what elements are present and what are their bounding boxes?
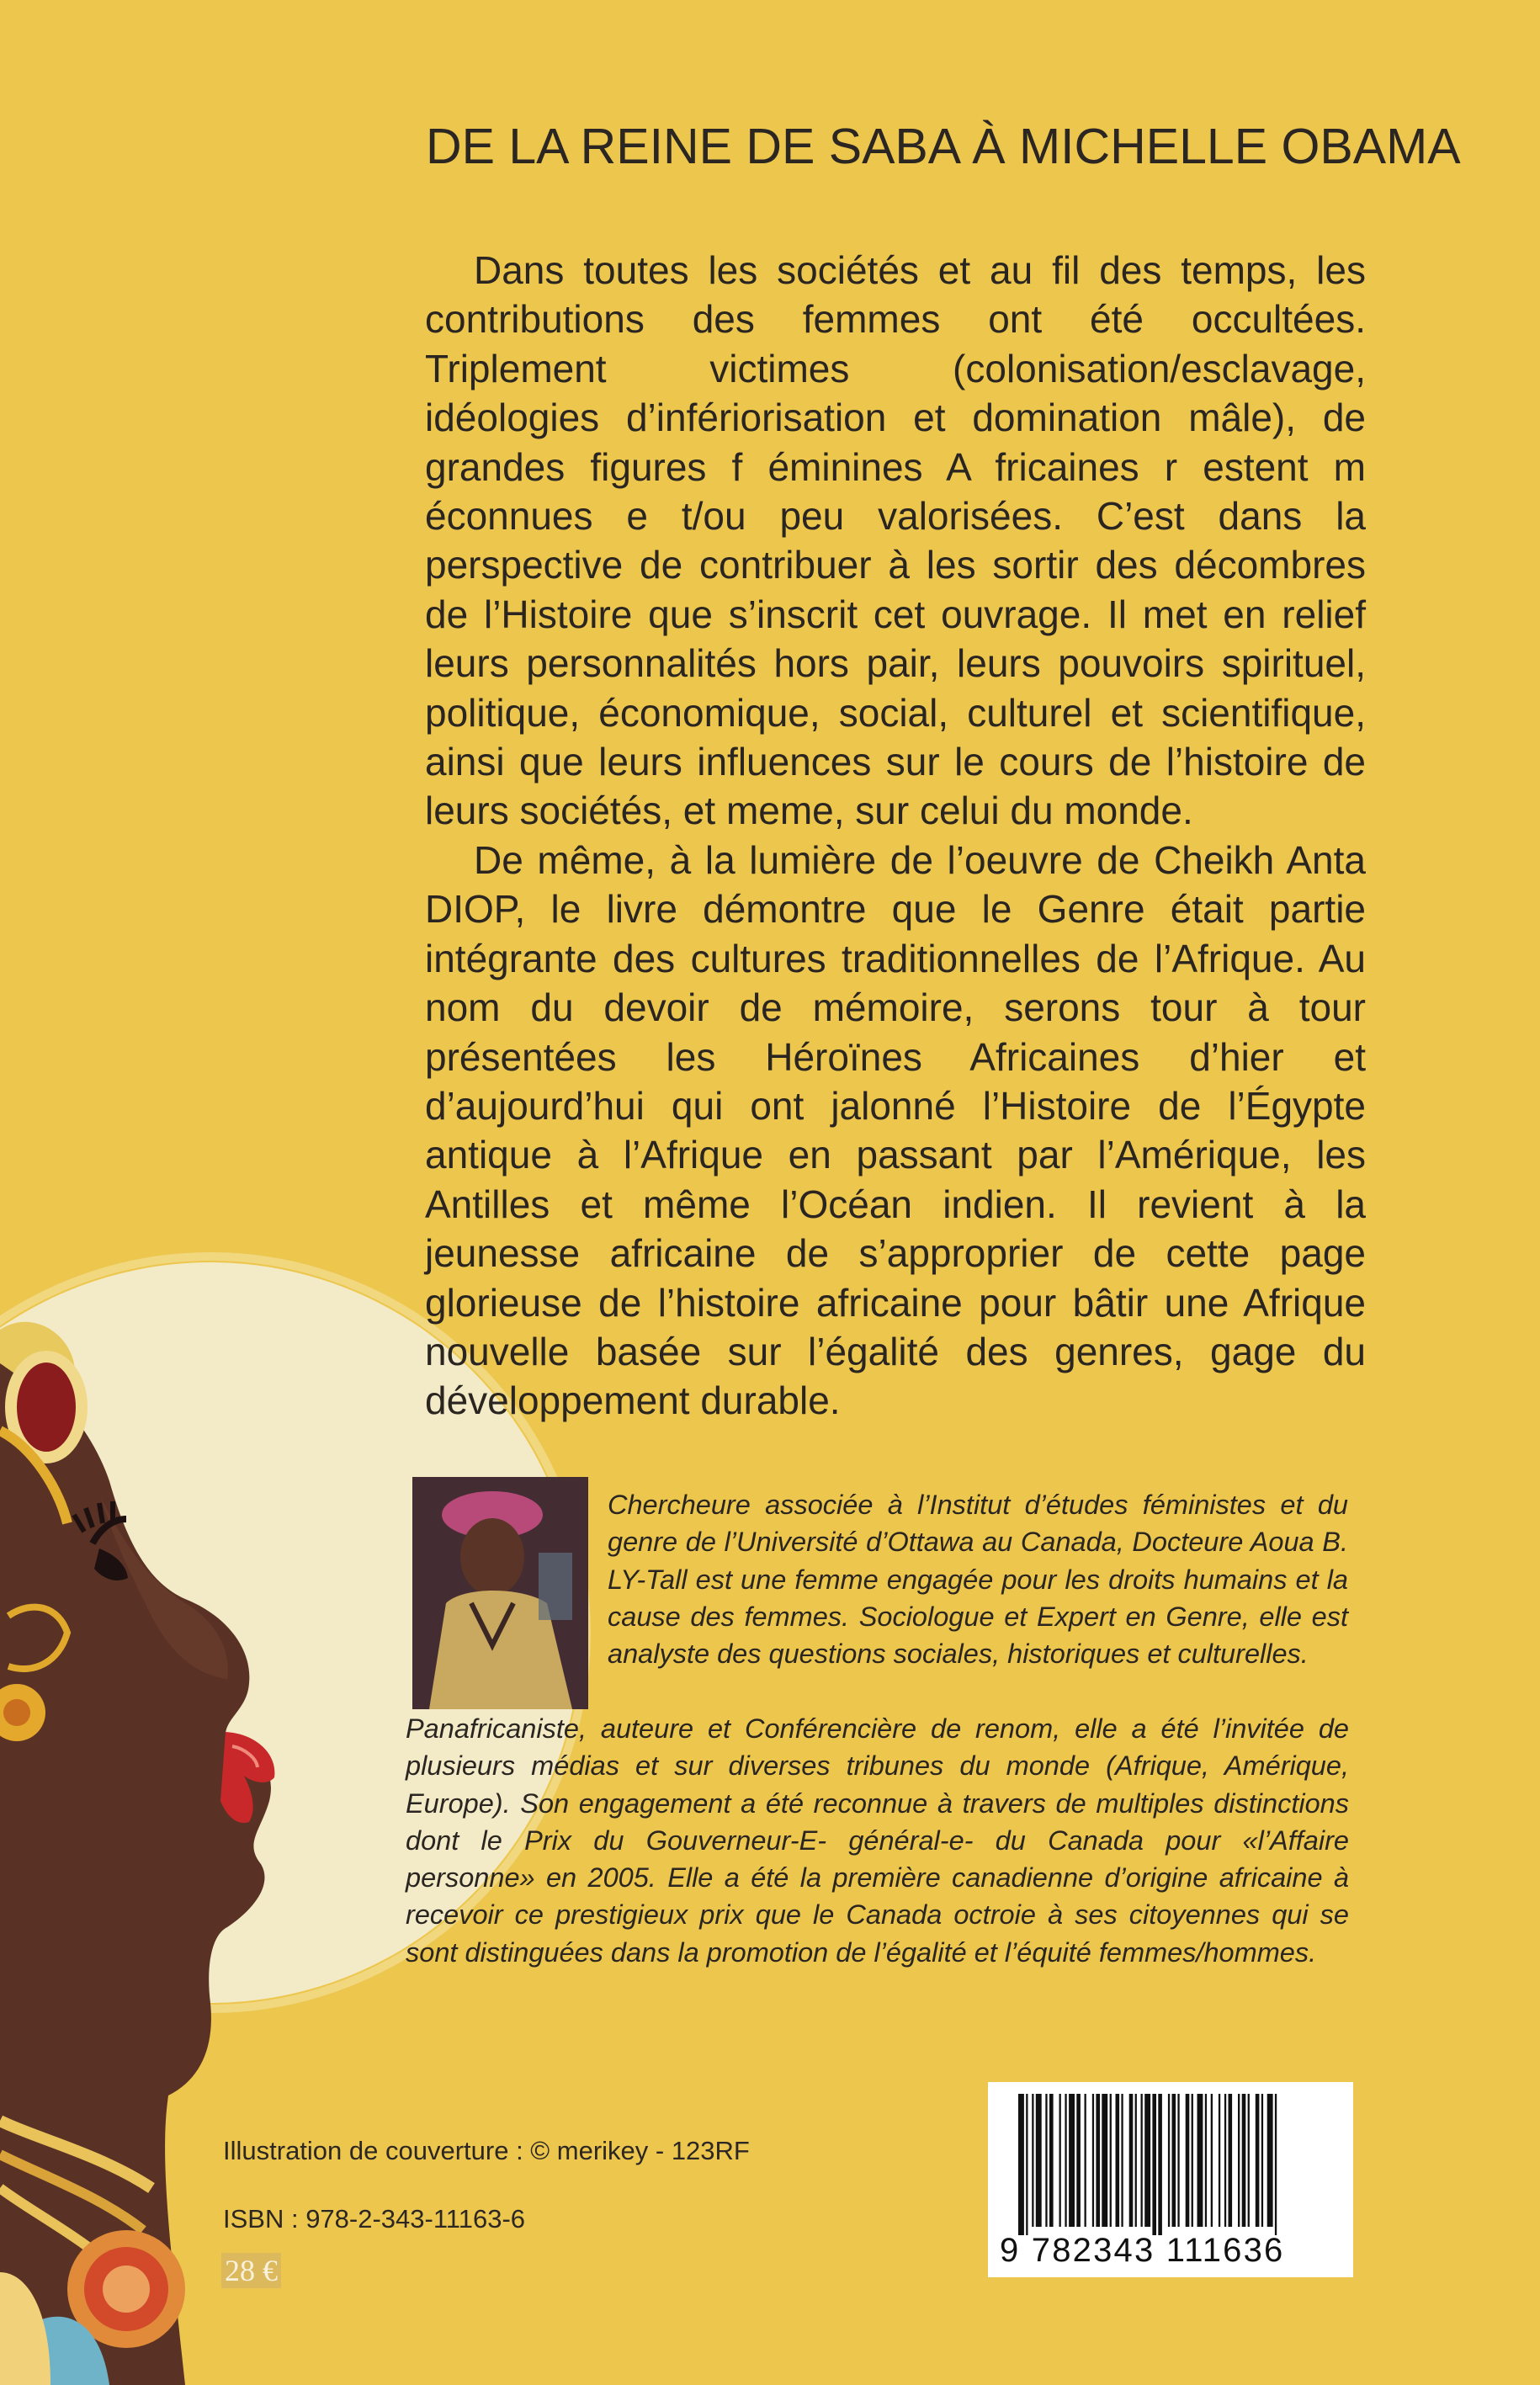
author-bio-continued: Panafricaniste, auteure et Conférencière de renom, elle a été l’invitée de plusieurs médias et sur diverses tribunes du monde (Afrique, Amérique, Europe). Son engagement a été reconnue à travers de multiples distinctions dont le Prix du Gouverneur-E- général-e- du Canada pour «l’Affaire personne» en 2005. Elle a été la première canadienne d’origine africaine à recevoir ce prestigieux prix que le Canada octroie à ses citoyennes qui se sont distinguées dans la promotion de l’égalité et l’équité femmes/hommes. <box>406 1713 1349 1968</box>
barcode-bar <box>1229 2094 1233 2227</box>
barcode-bar <box>1242 2094 1246 2227</box>
barcode-bar <box>1197 2094 1203 2227</box>
back-cover-blurb <box>425 246 1366 1426</box>
barcode-number: 9 782343 111636 <box>1000 2232 1285 2269</box>
barcode-bar <box>1238 2094 1240 2227</box>
barcode-bar <box>1069 2094 1075 2227</box>
barcode-bar <box>1144 2094 1150 2227</box>
barcode-bar <box>1121 2094 1123 2227</box>
book-title: DE LA REINE DE SABA À MICHELLE OBAMA <box>426 119 1461 174</box>
author-bio: Chercheure associée à l’Institut d’études féministes et du genre de l’Université d’Ottawa au Canada, Docteure Aoua B. LY-Tall est une femme engagée pour les droits humains et la cause des femmes. Sociologue et Expert en Genre, elle est analyste des questions sociales, historiques et culturelles. <box>608 1490 1348 1670</box>
barcode-bar <box>1032 2094 1033 2227</box>
barcode-bar <box>1092 2094 1094 2227</box>
barcode-bar <box>1036 2094 1042 2227</box>
barcode-bar <box>1116 2094 1120 2227</box>
barcode-bar <box>1129 2094 1134 2227</box>
barcode-bar <box>1152 2094 1156 2235</box>
isbn-number: ISBN : 978-2-343-11163-6 <box>223 2204 526 2234</box>
cover-illustration-credit: Illustration de couverture : © merikey - 123RF <box>223 2136 750 2165</box>
barcode-bar <box>1168 2094 1170 2227</box>
barcode-bar <box>1177 2094 1179 2227</box>
barcode-bar <box>1256 2094 1260 2227</box>
price-tag: 28 € <box>221 2253 281 2288</box>
barcode-bar <box>1085 2094 1086 2227</box>
barcode-bar <box>1205 2094 1207 2227</box>
barcode-bar <box>1219 2094 1220 2227</box>
barcode-bar <box>1102 2094 1107 2227</box>
barcode-bar <box>1045 2094 1047 2227</box>
barcode-bar <box>1096 2094 1100 2227</box>
barcode-bar <box>1076 2094 1081 2227</box>
barcode-bar <box>1026 2094 1028 2235</box>
barcode-bar <box>1059 2094 1061 2227</box>
barcode-bar <box>1158 2094 1162 2235</box>
barcode-bar <box>1261 2094 1263 2227</box>
barcode-bar <box>1275 2094 1277 2235</box>
barcode-bar <box>1049 2094 1054 2227</box>
barcode-bar <box>1065 2094 1066 2227</box>
barcode-bar <box>1211 2094 1213 2227</box>
barcode-bar <box>1135 2094 1137 2227</box>
author-photo <box>412 1477 588 1709</box>
barcode-bar <box>1110 2094 1112 2227</box>
barcode-bar <box>1186 2094 1190 2227</box>
barcode-bar <box>1224 2094 1226 2227</box>
barcode-bar <box>1192 2094 1193 2227</box>
blurb-paragraph-2: De même, à la lumière de l’oeuvre de Cheikh Anta DIOP, le livre démontre que le Genre était partie intégrante des cultures traditionnelles de l’Afrique. Au nom du devoir de mémoire, serons tour à tour présentées les Héroïnes Africaines d’hier et d’aujourd’hui qui ont jalonné l’Histoire de l’Égypte antique à l’Afrique en passant par l’Amérique, les Antilles et même l’Océan indien. Il revient à la jeunesse africaine de s’approprier de cette page glorieuse de l’histoire africaine pour bâtir une Afrique nouvelle basée sur l’égalité des genres, gage du développement durable. <box>425 837 1366 1423</box>
barcode-bar <box>1018 2094 1024 2235</box>
barcode-bar <box>1248 2094 1250 2227</box>
barcode <box>988 2082 1353 2277</box>
barcode-bar <box>1141 2094 1143 2227</box>
blurb-paragraph-1: Dans toutes les sociétés et au fil des temps, les contributions des femmes ont été occultées. Triplement victimes (colonisation/esclavage, idéologies d’infériorisation et domination mâle), de grandes figures f éminines A fricaines r estent m éconnues e t/ou peu valorisées. C’est dans la perspective de contribuer à les sortir des décombres de l’Histoire que s’inscrit cet ouvrage. Il met en relief leurs personnalités hors pair, leurs pouvoirs spirituel, politique, économique, social, culturel et scientifique, ainsi que leurs influences sur le cours de l’histoire de leurs sociétés, et meme, sur celui du monde. <box>425 248 1366 833</box>
barcode-bar <box>1267 2094 1273 2227</box>
barcode-bar <box>1172 2094 1176 2227</box>
